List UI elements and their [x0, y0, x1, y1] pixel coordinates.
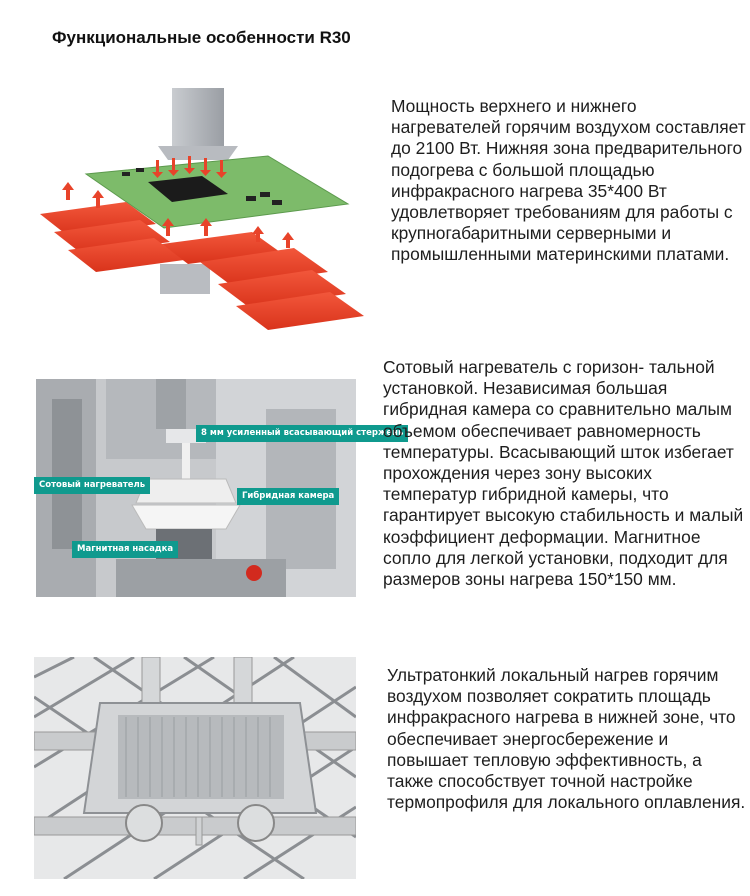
- page-title: Функциональные особенности R30: [52, 28, 351, 47]
- label-hybrid-chamber: Гибридная камера: [237, 488, 339, 505]
- ir-heater-right: [160, 232, 364, 330]
- label-cell-heater: Сотовый нагреватель: [34, 477, 150, 494]
- section-2-text: Сотовый нагреватель с горизон- тальной установкой. Независимая большая гибридная камера со сравнительно малым объемом обеспечивает равномерность температуры. Всасывающий шток избегает прохождения через зону высоких температур гибридной камеры, что гарантирует высокую стабильность и малый коэффициент деформации. Магнитное сопло для легкой установки, подходит для размеров зоны нагрева 150*150 мм.: [383, 357, 744, 590]
- top-heater-block: [172, 88, 224, 146]
- section-3-text: Ультратонкий локальный нагрев горячим воздухом позволяет сократить площадь инфракрасного нагрева в нижней зоне, что обеспечивает энергосбережение и повышает тепловую эффективность, а также способствует точной настройке термопрофиля для локального оплавления.: [387, 665, 746, 813]
- label-magnetic-nozzle: Магнитная насадка: [72, 541, 178, 558]
- local-heater-photo: [34, 657, 356, 879]
- label-suction-rod: 8 мм усиленный всасывающий стержень: [196, 425, 408, 442]
- section-1-text: Мощность верхнего и нижнего нагревателей горячим воздухом составляет до 2100 Вт. Нижняя зона предварительного подогрева с большой площадью инфракрасного нагрева 35*400 Вт удовлетворяет требованиям для работы с крупногабаритными серверными и промышленными материнскими платами.: [391, 96, 746, 265]
- heater-diagram: [32, 86, 382, 336]
